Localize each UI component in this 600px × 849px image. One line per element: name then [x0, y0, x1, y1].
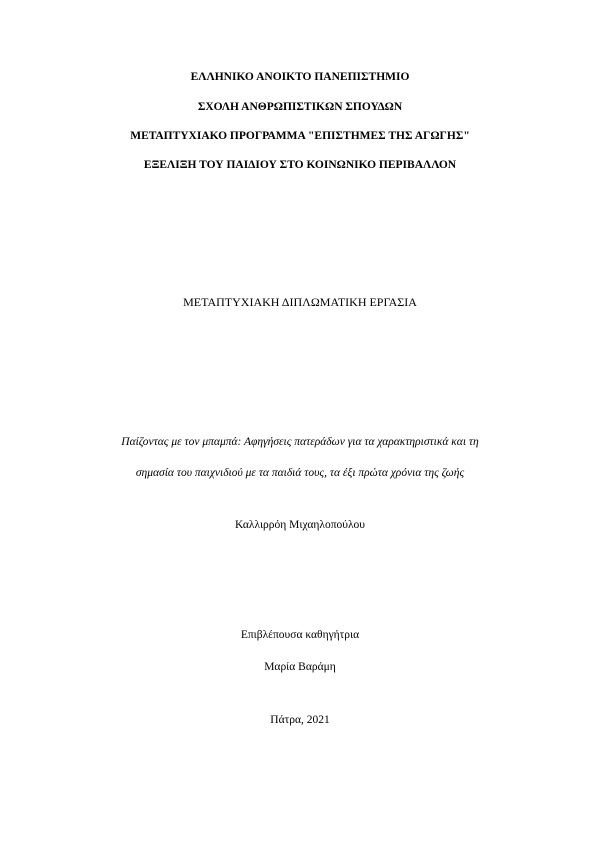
program-name: ΜΕΤΑΠΤΥΧΙΑΚΟ ΠΡΟΓΡΑΜΜΑ "ΕΠΙΣΤΗΜΕΣ ΤΗΣ ΑΓΩΓΗΣ"	[130, 130, 470, 142]
thesis-title-line-1: Παίζοντας με τον μπαμπά: Αφηγήσεις πατεράδων για τα χαρακτηριστικά και τη	[121, 436, 479, 448]
supervisor-name: Μαρία Βαράμη	[264, 661, 336, 673]
place-date: Πάτρα, 2021	[270, 714, 330, 726]
university-name: ΕΛΛΗΝΙΚΟ ΑΝΟΙΚΤΟ ΠΑΝΕΠΙΣΤΗΜΙΟ	[190, 71, 410, 83]
supervisor-label: Επιβλέπουσα καθηγήτρια	[240, 629, 360, 641]
specialization-name: ΕΞΕΛΙΞΗ ΤΟΥ ΠΑΙΔΙΟΥ ΣΤΟ ΚΟΙΝΩΝΙΚΟ ΠΕΡΙΒΑΛΛΟΝ	[143, 159, 457, 171]
thesis-type: ΜΕΤΑΠΤΥΧΙΑΚΗ ΔΙΠΛΩΜΑΤΙΚΗ ΕΡΓΑΣΙΑ	[183, 295, 417, 309]
author-name: Καλλιρρόη Μιχαηλοπούλου	[235, 519, 365, 531]
thesis-title-line-2: σημασία του παιχνιδιού με τα παιδιά τους, τα έξι πρώτα χρόνια της ζωής	[135, 467, 465, 479]
school-name: ΣΧΟΛΗ ΑΝΘΡΩΠΙΣΤΙΚΩΝ ΣΠΟΥΔΩΝ	[197, 101, 403, 113]
